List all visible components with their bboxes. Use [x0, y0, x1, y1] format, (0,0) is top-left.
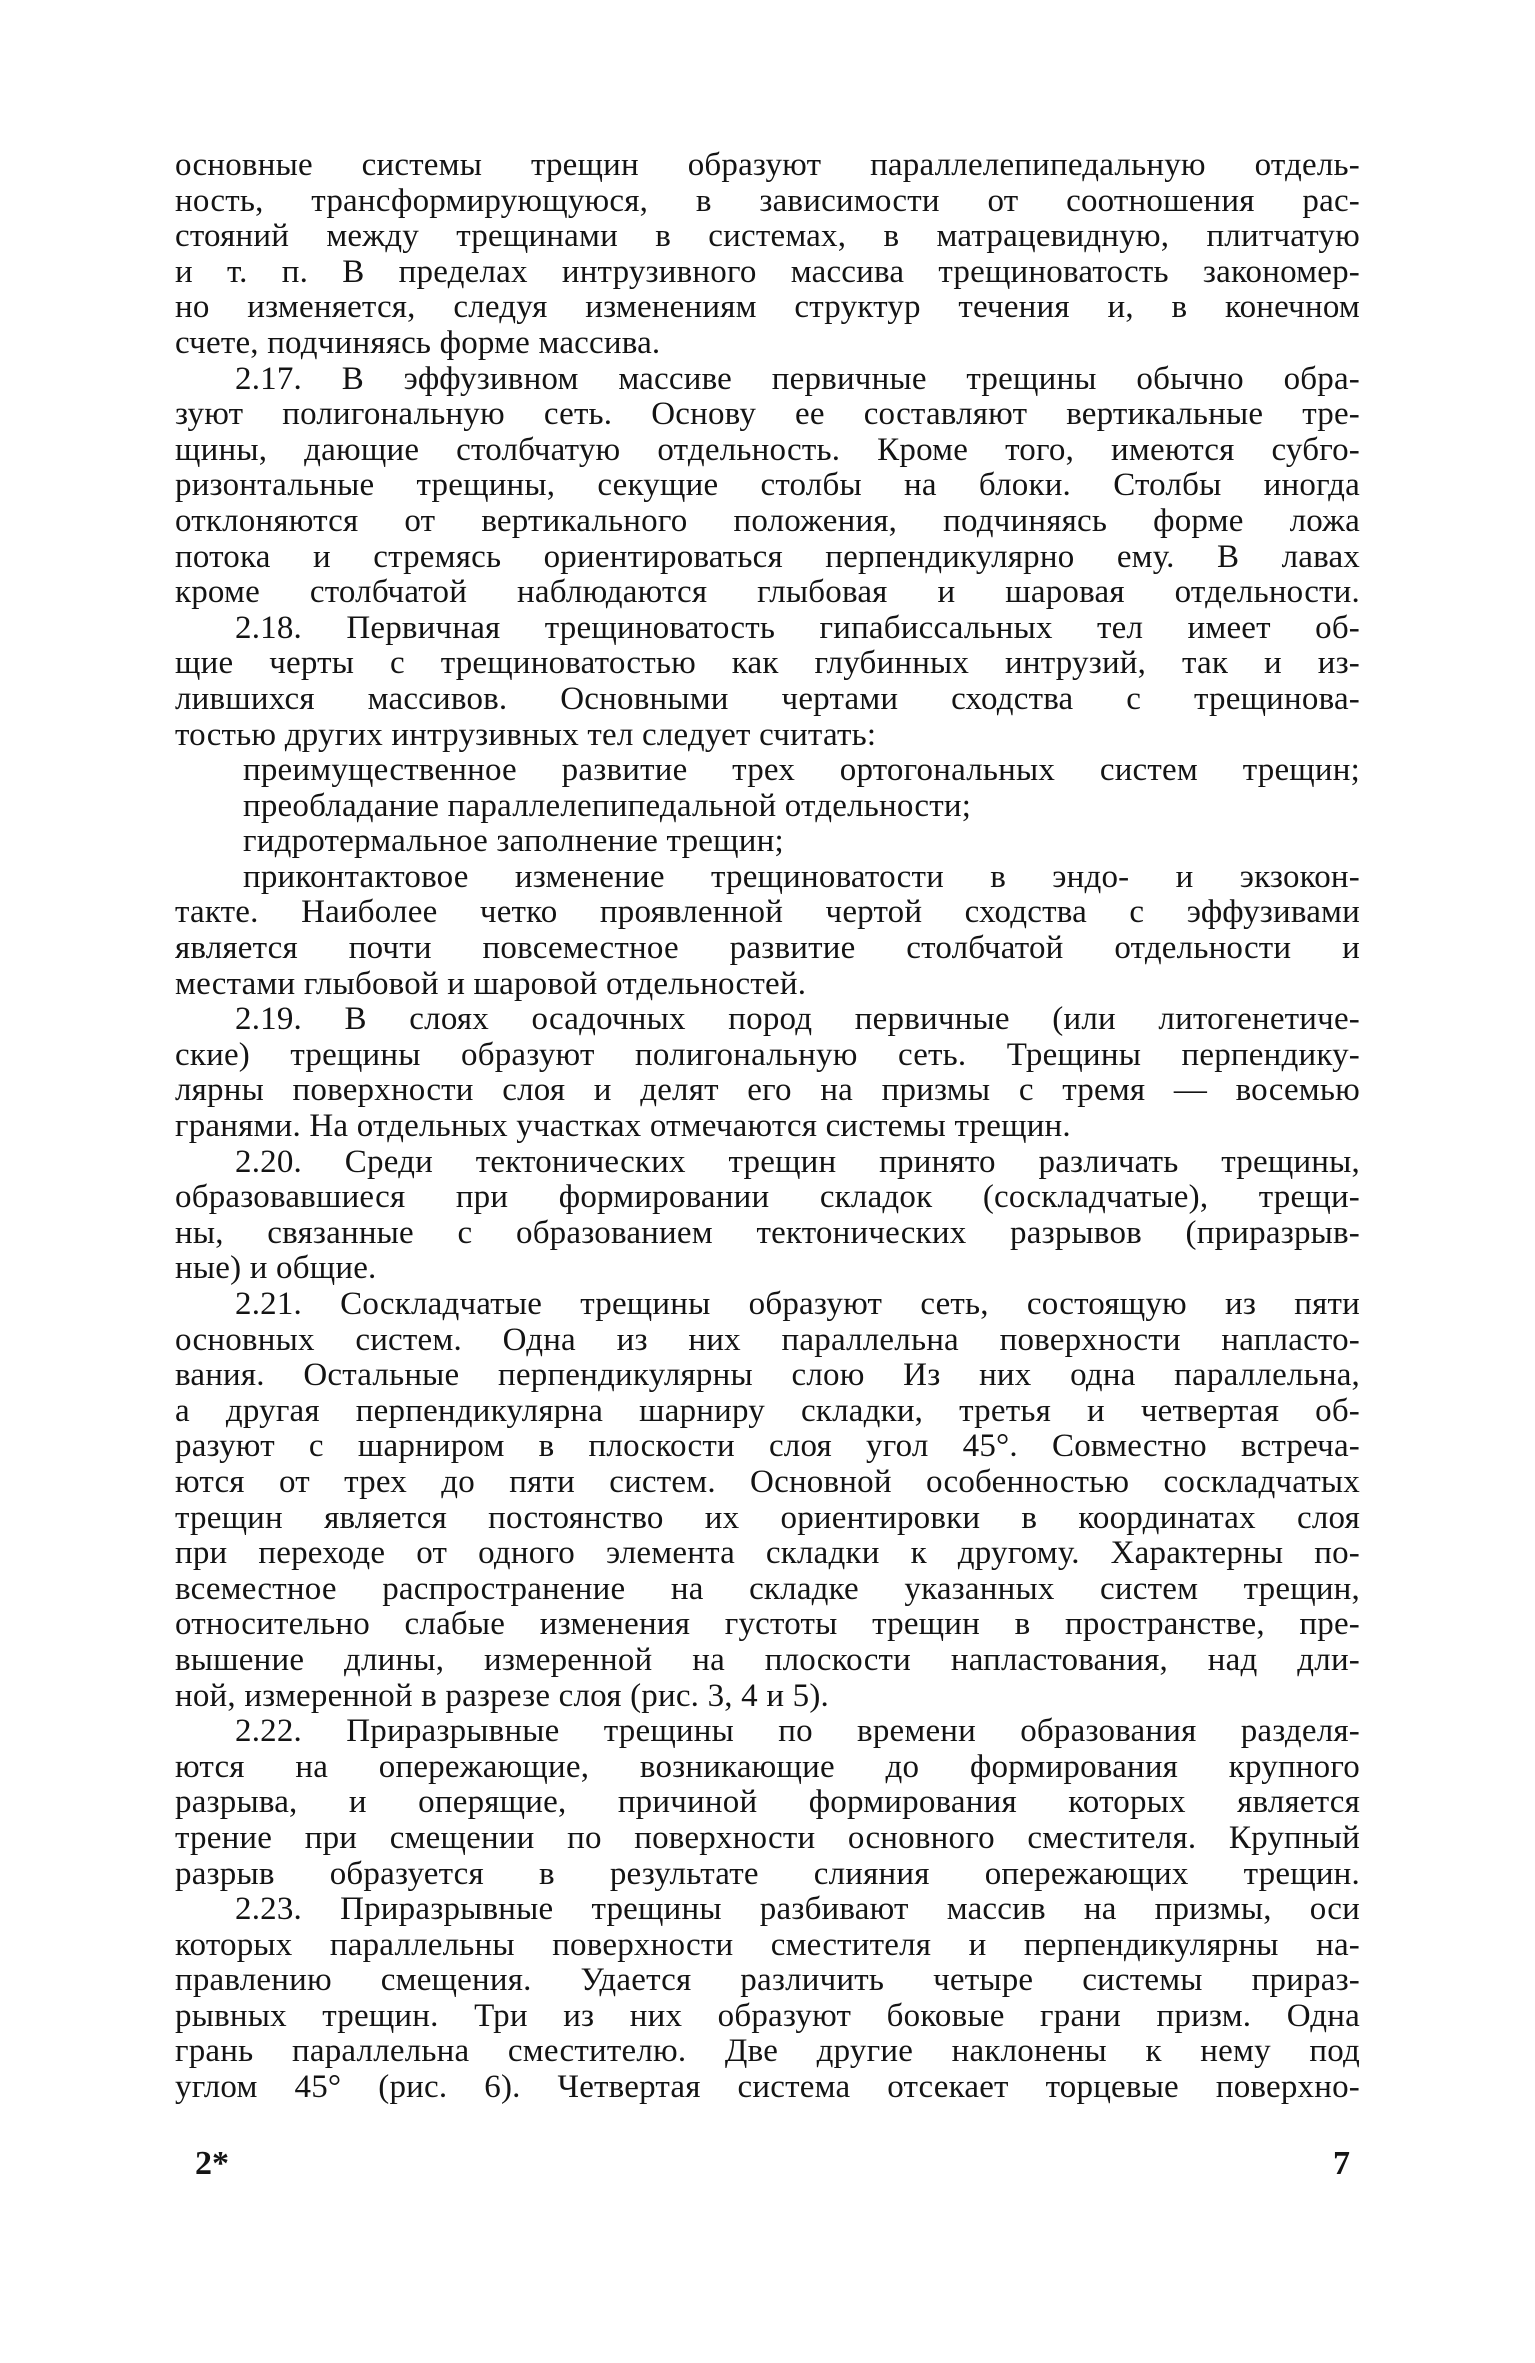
text-line: ные) и общие. — [175, 1250, 377, 1287]
text-line: лившихся массивов. Основными чертами сходства с трещинова- — [175, 680, 1360, 717]
text-line: гранями. На отдельных участках отмечаются системы трещин. — [175, 1108, 1071, 1145]
text-line: является почти повсеместное развитие столбчатой отдельности и — [175, 930, 1360, 967]
text-line: трещин является постоянство их ориентировки в координатах слоя — [175, 1499, 1360, 1536]
text-line: гидротермальное заполнение трещин; — [243, 823, 784, 860]
signature-mark: 2* — [195, 2145, 229, 2182]
text-line: разрыва, и оперящие, причиной формирования которых является — [175, 1784, 1360, 1821]
text-line: 2.21. Соскладчатые трещины образуют сеть, состоящую из пяти — [235, 1286, 1360, 1322]
text-line: вышение длины, измеренной на плоскости напластования, над дли- — [175, 1641, 1360, 1678]
text-line: стояний между трещинами в системах, в матрацевидную, плитчатую — [175, 218, 1360, 255]
text-line: лярны поверхности слоя и делят его на призмы с тремя — восемью — [175, 1072, 1360, 1109]
text-line: ризонтальные трещины, секущие столбы на блоки. Столбы иногда — [175, 467, 1360, 504]
text-line: образовавшиеся при формировании складок (соскладчатые), трещи- — [175, 1179, 1360, 1216]
text-line: грань параллельна сместителю. Две другие наклонены к нему под — [175, 2033, 1360, 2070]
text-line: основных систем. Одна из них параллельна поверхности напласто- — [175, 1321, 1360, 1358]
text-line: 2.20. Среди тектонических трещин принято различать трещины, — [235, 1143, 1360, 1180]
text-line: 2.19. В слоях осадочных пород первичные (или литогенетиче- — [235, 1001, 1360, 1038]
text-line: преимущественное развитие трех ортогональных систем трещин; — [243, 752, 1360, 789]
text-line: кроме столбчатой наблюдаются глыбовая и шаровая отдельности. — [175, 574, 1360, 611]
text-line: отклоняются от вертикального положения, подчиняясь форме ложа — [175, 502, 1360, 539]
text-line: 2.22. Приразрывные трещины по времени образования разделя- — [235, 1713, 1360, 1750]
body-text — [175, 148, 1360, 2106]
text-line: приконтактовое изменение трещиноватости в эндо- и экзокон- — [243, 858, 1360, 895]
text-line: счете, подчиняясь форме массива. — [175, 324, 661, 361]
text-line: ность, трансформирующуюся, в зависимости от соотношения рас- — [175, 182, 1360, 219]
text-line: разрыв образуется в результате слияния опережающих трещин. — [175, 1855, 1360, 1892]
text-line: щие черты с трещиноватостью как глубинных интрузий, так и из- — [175, 645, 1360, 682]
text-line: и т. п. В пределах интрузивного массива трещиноватость закономер- — [175, 253, 1360, 290]
text-line: ются от трех до пяти систем. Основной особенностью соскладчатых — [175, 1463, 1360, 1500]
text-line: тостью других интрузивных тел следует считать: — [175, 716, 877, 753]
text-line: разуют с шарниром в плоскости слоя угол 45°. Совместно встреча- — [175, 1428, 1360, 1465]
text-line: при переходе от одного элемента складки к другому. Характерны по- — [175, 1535, 1360, 1572]
text-line: щины, дающие столбчатую отдельность. Кроме того, имеются субго- — [175, 431, 1360, 468]
text-line: углом 45° (рис. 6). Четвертая система отсекает торцевые поверхно- — [175, 2069, 1360, 2106]
text-line: 2.23. Приразрывные трещины разбивают массив на призмы, оси — [235, 1891, 1360, 1928]
text-line: относительно слабые изменения густоты трещин в пространстве, пре- — [175, 1606, 1360, 1643]
text-line: вания. Остальные перпендикулярны слою Из них одна параллельна, — [175, 1357, 1360, 1394]
text-line: зуют полигональную сеть. Основу ее составляют вертикальные тре- — [175, 396, 1360, 433]
text-line: преобладание параллелепипедальной отдельности; — [243, 787, 972, 824]
text-line: такте. Наиболее четко проявленной чертой сходства с эффузивами — [175, 894, 1360, 931]
text-line: но изменяется, следуя изменениям структур течения и, в конечном — [175, 289, 1360, 326]
text-line: местами глыбовой и шаровой отдельностей. — [175, 965, 807, 1002]
text-line: которых параллельны поверхности сместителя и перпендикулярны на- — [175, 1926, 1360, 1963]
text-line: ны, связанные с образованием тектонических разрывов (приразрыв- — [175, 1214, 1360, 1251]
text-line: потока и стремясь ориентироваться перпендикулярно ему. В лавах — [175, 538, 1360, 575]
text-line: а другая перпендикулярна шарниру складки, третья и четвертая об- — [175, 1392, 1360, 1429]
text-line: всеместное распространение на складке указанных систем трещин, — [175, 1570, 1360, 1607]
text-line: трение при смещении по поверхности основного сместителя. Крупный — [175, 1819, 1360, 1856]
text-line: ские) трещины образуют полигональную сеть. Трещины перпендику- — [175, 1036, 1360, 1073]
page-number: 7 — [1333, 2145, 1350, 2182]
text-line: основные системы трещин образуют параллелепипедальную отдель- — [175, 147, 1360, 183]
text-line: ной, измеренной в разрезе слоя (рис. 3, 4 и 5). — [175, 1677, 829, 1714]
page-footer — [175, 2145, 1360, 2185]
text-line: ются на опережающие, возникающие до формирования крупного — [175, 1748, 1360, 1785]
text-line: рывных трещин. Три из них образуют боковые грани призм. Одна — [175, 1997, 1360, 2034]
text-line: правлению смещения. Удается различить четыре системы прираз- — [175, 1962, 1360, 1999]
text-line: 2.18. Первичная трещиноватость гипабиссальных тел имеет об- — [235, 609, 1360, 646]
text-line: 2.17. В эффузивном массиве первичные трещины обычно обра- — [235, 360, 1360, 397]
